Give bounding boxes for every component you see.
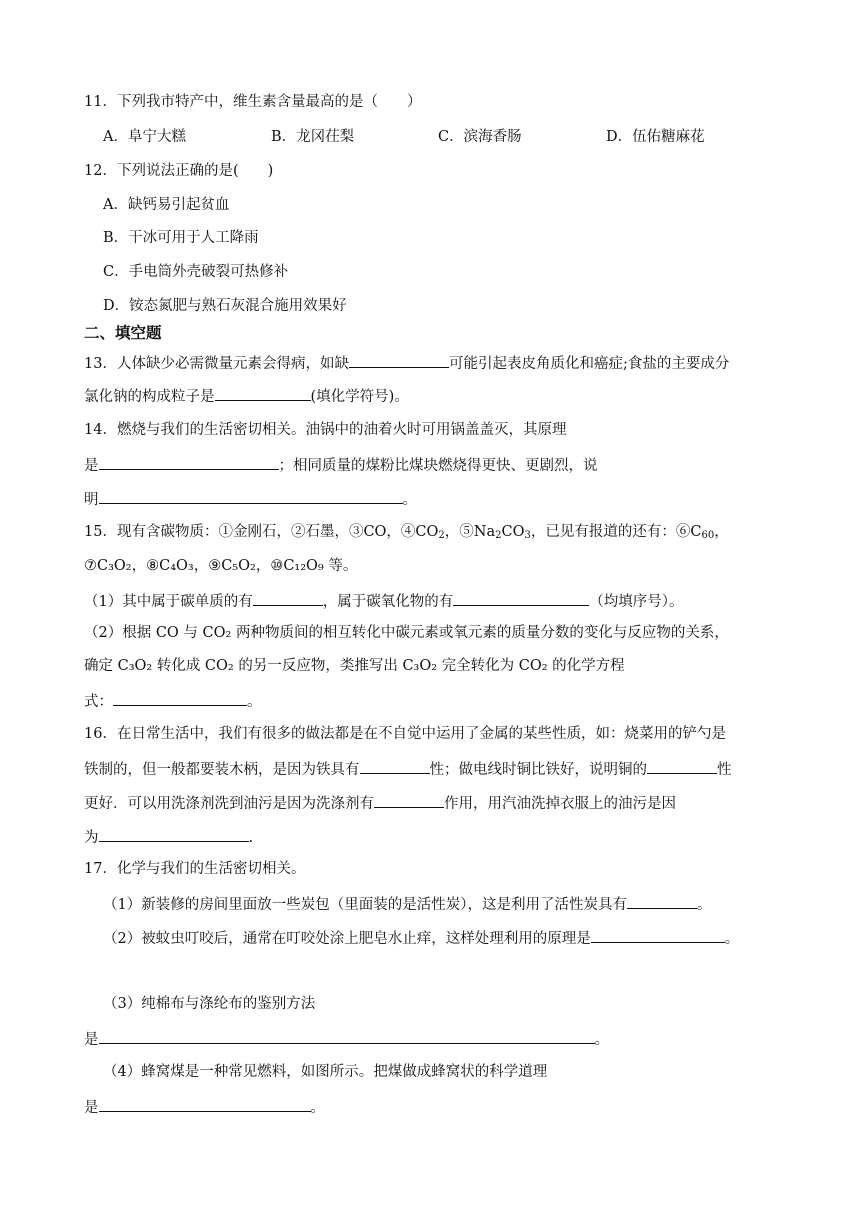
q17-part-3-answer: 是 。 — [84, 1028, 609, 1050]
q12-option-b: B．干冰可用于人工降雨 — [103, 230, 259, 246]
q15-part-2-line-3: 式： 。 — [84, 690, 262, 712]
q14-line-1: 14．燃烧与我们的生活密切相关。油锅中的油着火时可用锅盖盖灭，其原理 — [84, 422, 567, 438]
q17-part-4-answer: 是 。 — [84, 1096, 325, 1118]
q15-blank-3[interactable] — [113, 690, 247, 706]
q17-stem: 17．化学与我们的生活密切相关。 — [84, 861, 306, 877]
q16-line-2: 铁制的，但一般都要装木柄，是因为铁具有 性；做电线时铜比铁好，说明铜的 性 — [84, 758, 732, 780]
q11-stem: 11．下列我市特产中，维生素含量最高的是（ ） — [84, 94, 422, 110]
q13-blank-1[interactable] — [349, 352, 449, 368]
q16-line-4: 为 . — [84, 826, 253, 848]
q17-blank-2[interactable] — [591, 927, 725, 943]
q17-part-4: （4）蜂窝煤是一种常见燃料，如图所示。把煤做成蜂窝状的科学道理 — [103, 1064, 548, 1080]
q17-part-1: （1）新装修的房间里面放一些炭包（里面装的是活性炭），这是利用了活性炭具有 。 — [103, 893, 711, 915]
q15-line-1: 15．现有含碳物质：①金刚石，②石墨，③CO，$④CO_2$，$⑤Na_2CO_3$，已见有报道的还有：$⑥C_{60}$， — [84, 524, 729, 541]
q15-blank-2[interactable] — [453, 590, 589, 606]
q15-blank-1[interactable] — [253, 590, 323, 606]
q11-option-b: B．龙冈茌梨 — [271, 129, 355, 145]
q17-blank-4[interactable] — [99, 1096, 311, 1112]
q12-stem: 12．下列说法正确的是( ) — [84, 163, 274, 179]
q12-option-a: A．缺钙易引起贫血 — [103, 197, 230, 213]
q16-blank-4[interactable] — [99, 826, 249, 842]
q14-blank-2[interactable] — [99, 488, 403, 504]
q14-line-3: 明 。 — [84, 488, 417, 510]
q16-line-3: 更好．可以用洗涤剂洗到油污是因为洗涤剂有 作用，用汽油洗掉衣服上的油污是因 — [84, 792, 676, 814]
q12-option-d: D．铵态氮肥与熟石灰混合施用效果好 — [103, 298, 347, 314]
q15-line-2: ⑦C₃O₂，⑧C₄O₃，⑨C₅O₂，⑩C₁₂O₉ 等。 — [84, 558, 358, 574]
q14-line-2: 是 ；相同质量的煤粉比煤块燃烧得更快、更剧烈，说 — [84, 454, 598, 476]
q16-blank-1[interactable] — [360, 758, 430, 774]
section-heading: 二、填空题 — [84, 324, 162, 342]
q17-blank-1[interactable] — [627, 893, 697, 909]
q11-option-c: C．滨海香肠 — [438, 129, 522, 145]
q12-option-c: C．手电筒外壳破裂可热修补 — [103, 264, 289, 280]
q16-blank-3[interactable] — [374, 792, 444, 808]
q15-part-2-line-1: （2）根据 CO 与 CO₂ 两种物质间的相互转化中碳元素或氧元素的质量分数的变化与反应物的关系， — [84, 625, 729, 641]
q17-blank-3[interactable] — [99, 1028, 595, 1044]
q14-blank-1[interactable] — [99, 454, 279, 470]
q11-option-a: A．阜宁大糕 — [103, 129, 186, 145]
q17-part-2: （2）被蚊虫叮咬后，通常在叮咬处涂上肥皂水止痒，这样处理利用的原理是 。 — [103, 927, 739, 949]
q16-blank-2[interactable] — [647, 758, 717, 774]
q13-line-2: 氯化钠的构成粒子是 (填化学符号)。 — [84, 385, 409, 407]
q17-part-3: （3）纯棉布与涤纶布的鉴别方法 — [103, 996, 316, 1012]
q16-line-1: 16．在日常生活中，我们有很多的做法都是在不自觉中运用了金属的某些性质，如：烧菜用的铲勺是 — [84, 726, 726, 742]
q13-line-1: 13．人体缺少必需微量元素会得病，如缺 可能引起表皮角质化和癌症;食盐的主要成分 — [84, 352, 729, 374]
q15-part-2-line-2: 确定 C₃O₂ 转化成 CO₂ 的另一反应物，类推写出 C₃O₂ 完全转化为 CO₂ 的化学方程 — [84, 658, 625, 674]
q13-blank-2[interactable] — [215, 385, 311, 401]
q15-part-1: （1）其中属于碳单质的有 ，属于碳氧化物的有 （均填序号）。 — [84, 590, 683, 612]
q11-option-d: D．伍佑糖麻花 — [606, 129, 705, 145]
